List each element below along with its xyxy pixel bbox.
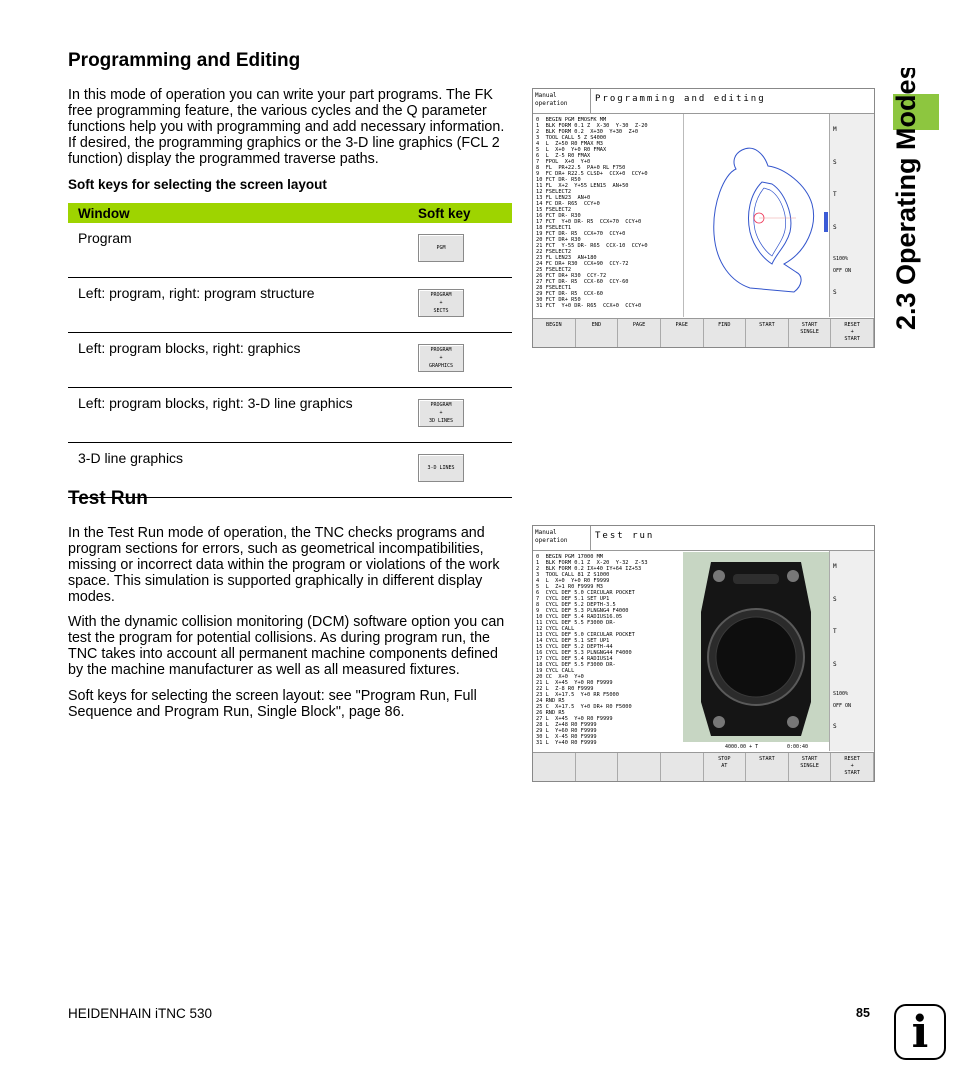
table-row [68, 333, 512, 388]
table-row [68, 388, 512, 443]
softkey-bar [533, 752, 874, 781]
softkey-stop-at[interactable]: STOP AT [704, 753, 747, 781]
softkey-start-single[interactable]: START SINGLE [789, 753, 832, 781]
mode-title: Test run [595, 531, 655, 541]
screen-sidebar [829, 551, 874, 751]
mode-label: Manual operation [533, 526, 591, 550]
test-run-paragraph-1: In the Test Run mode of operation, the TNC checks programs and program sections for errors, such as geometrical incompatibilities, missing or incorrect data within the program or violations of the work space. This simulation is supported graphically in different display modes. [68, 525, 500, 605]
softkey-layout-3[interactable] [618, 753, 661, 781]
page-number: 85 [856, 1006, 870, 1020]
table-row [68, 223, 512, 278]
section-heading-programming: Programming and Editing [68, 50, 301, 71]
softkey-layout-1[interactable] [533, 753, 576, 781]
row-window: Left: program blocks, right: graphics [68, 333, 408, 388]
row-window: 3-D line graphics [68, 443, 408, 498]
tnc-screen-programming [532, 88, 875, 348]
program-listing: 0 BEGIN PGM EMOSFK MM 1 BLK FORM 0.1 Z X-30 Y-30 Z-20 2 BLK FORM 0.2 X+30 Y+30 Z+0 3 TOOL CALL 5 Z S4000 4 L Z+50 R0 FMAX M3 5 L X+0 Y+0 R0 FMAX 6 L Z-5 R0 FMAX 7 FPOL X+0 Y+0 8 FL PR+22.5 PA+0 RL F750 9 FC DR+ R22.5 CLSD+ CCX+0 CCY+0 10 FCT DR- R50 11 FL X+2 Y+55 LEN15 AN+50 12 FSELECT2 13 FL LEN23 AN+0 14 FC DR- R65 CCY+0 15 FSELECT2 16 FCT DR- R30 17 FCT Y+0 DR- R5 CCX+70 CCY+0 18 FSELECT1 19 FCT DR- R5 CCX+70 CCY+0 20 FCT DR+ R30 21 FCT Y-55 DR- R65 CCX-10 CCY+0 22 FSELECT2 23 FL LEN23 AN+180 24 FC DR+ R30 CCX+90 CCY-72 25 FSELECT2 26 FCT DR+ R30 CCY-72 27 FCT DR- R5 CCX-60 CCY-60 28 FSELECT1 29 FCT DR- R5 CCX-60 30 FCT DR+ R50 31 FCT Y+0 DR- R65 CCX+0 CCY+0 [536, 117, 648, 309]
row-window: Left: program, right: program structure [68, 278, 408, 333]
screen-header [533, 526, 874, 551]
softkey-reset-start[interactable]: RESET + START [831, 319, 874, 347]
test-run-paragraph-3: Soft keys for selecting the screen layout: see "Program Run, Full Sequence and Program Run, Single Block", page 86. [68, 688, 477, 720]
screen-header [533, 89, 874, 114]
pgm-softkey[interactable]: PGM [418, 234, 464, 262]
3d-lines-softkey[interactable]: 3-D LINES [418, 454, 464, 482]
softkey-begin[interactable]: BEGIN [533, 319, 576, 347]
softkey-find[interactable]: FIND [704, 319, 747, 347]
softkey-end[interactable]: END [576, 319, 619, 347]
softkey-start-single[interactable]: START SINGLE [789, 319, 832, 347]
sidebar-off-on[interactable]: OFF ON [833, 268, 852, 274]
workpiece-graphic [683, 552, 829, 742]
sidebar-s3: S [833, 289, 837, 296]
sidebar-override: S100% [833, 256, 849, 262]
softkey-bar [533, 318, 874, 347]
status-value: 4000.00 + T [725, 744, 759, 750]
sidebar-s: S [833, 159, 837, 166]
sidebar-m: M [833, 563, 837, 570]
sidebar-s2: S [833, 661, 837, 668]
softkey-page-down[interactable]: PAGE [661, 319, 704, 347]
section-heading-test-run: Test Run [68, 488, 148, 509]
softkey-start[interactable]: START [746, 753, 789, 781]
contour-graphic [684, 114, 830, 317]
status-line [683, 742, 829, 752]
softkey-reset-start[interactable]: RESET + START [831, 753, 874, 781]
graphics-window [683, 114, 830, 317]
status-time: 0:00:40 [787, 744, 809, 750]
sidebar-override: S100% [833, 691, 849, 697]
sidebar-s2: S [833, 224, 837, 231]
program-graphics-softkey[interactable]: PROGRAM + GRAPHICS [418, 344, 464, 372]
sidebar-t: T [833, 628, 837, 635]
softkey-page-up[interactable]: PAGE [618, 319, 661, 347]
program-3d-lines-softkey[interactable]: PROGRAM + 3D LINES [418, 399, 464, 427]
softkey-table [68, 203, 512, 498]
table-row [68, 278, 512, 333]
test-run-paragraph-2: With the dynamic collision monitoring (DCM) software option you can test the program for potential collisions. As during program run, the TNC takes into account all permanent machine components defined by the machine manufacturer as well as all measured fixtures. [68, 614, 505, 678]
softkey-start[interactable]: START [746, 319, 789, 347]
program-sects-softkey[interactable]: PROGRAM + SECTS [418, 289, 464, 317]
softkeys-subheading: Soft keys for selecting the screen layout [68, 177, 327, 192]
chapter-title: 2.3 Operating Modes [891, 68, 921, 330]
sidebar-t: T [833, 191, 837, 198]
tnc-screen-test-run [532, 525, 875, 782]
col-softkey: Soft key [408, 203, 512, 223]
row-window: Program [68, 223, 408, 278]
row-window: Left: program blocks, right: 3-D line graphics [68, 388, 408, 443]
softkey-layout-2[interactable] [576, 753, 619, 781]
sidebar-s3: S [833, 723, 837, 730]
mode-label: Manual operation [533, 89, 591, 113]
mode-title: Programming and editing [595, 94, 766, 104]
sidebar-s: S [833, 596, 837, 603]
simulation-window [683, 552, 829, 742]
info-icon: i [894, 1004, 946, 1060]
sidebar-m: M [833, 126, 837, 133]
sidebar-off-on[interactable]: OFF ON [833, 703, 852, 709]
programming-paragraph: In this mode of operation you can write your part programs. The FK free programming feature, the various cycles and the Q parameter functions help you with programming and add necessary information. If desired, the programming graphics or the 3-D line graphics (FCL 2 function) display the programmed traverse paths. [68, 87, 505, 167]
col-window: Window [68, 203, 408, 223]
chapter-side-title [858, 68, 938, 330]
program-listing: 0 BEGIN PGM 17000 MM 1 BLK FORM 0.1 Z X-20 Y-32 Z-53 2 BLK FORM 0.2 IX+40 IY+64 IZ+53 3 TOOL CALL 81 Z S1000 4 L X+0 Y+0 R0 F9999 5 L Z+1 R0 F9999 M3 6 CYCL DEF 5.0 CIRCULAR POCKET 7 CYCL DEF 5.1 SET UP1 8 CYCL DEF 5.2 DEPTH-3.5 9 CYCL DEF 5.3 PLNGNG4 F4000 10 CYCL DEF 5.4 RADIUS16.05 11 CYCL DEF 5.5 F3000 DR- 12 CYCL CALL 13 CYCL DEF 5.0 CIRCULAR POCKET 14 CYCL DEF 5.1 SET UP1 15 CYCL DEF 5.2 DEPTH-44 16 CYCL DEF 5.3 PLNGNG44 F4000 17 CYCL DEF 5.4 RADIUS14 18 CYCL DEF 5.5 F3000 DR- 19 CYCL CALL 20 CC X+0 Y+0 21 L X+45 Y+0 R0 F9999 22 L Z-8 R0 F9999 23 L X+17.5 Y+0 RR F5000 24 RND R5 25 C X+17.5 Y+0 DR+ R0 F5000 26 RND R5 27 L X+45 Y+0 R0 F9999 28 L Z+48 R0 F9999 29 L Y+60 R0 F9999 30 L X-45 R0 F9999 31 L Y+40 R0 F9999 [536, 554, 648, 746]
footer-manual: HEIDENHAIN iTNC 530 [68, 1006, 213, 1021]
softkey-blank[interactable] [661, 753, 704, 781]
